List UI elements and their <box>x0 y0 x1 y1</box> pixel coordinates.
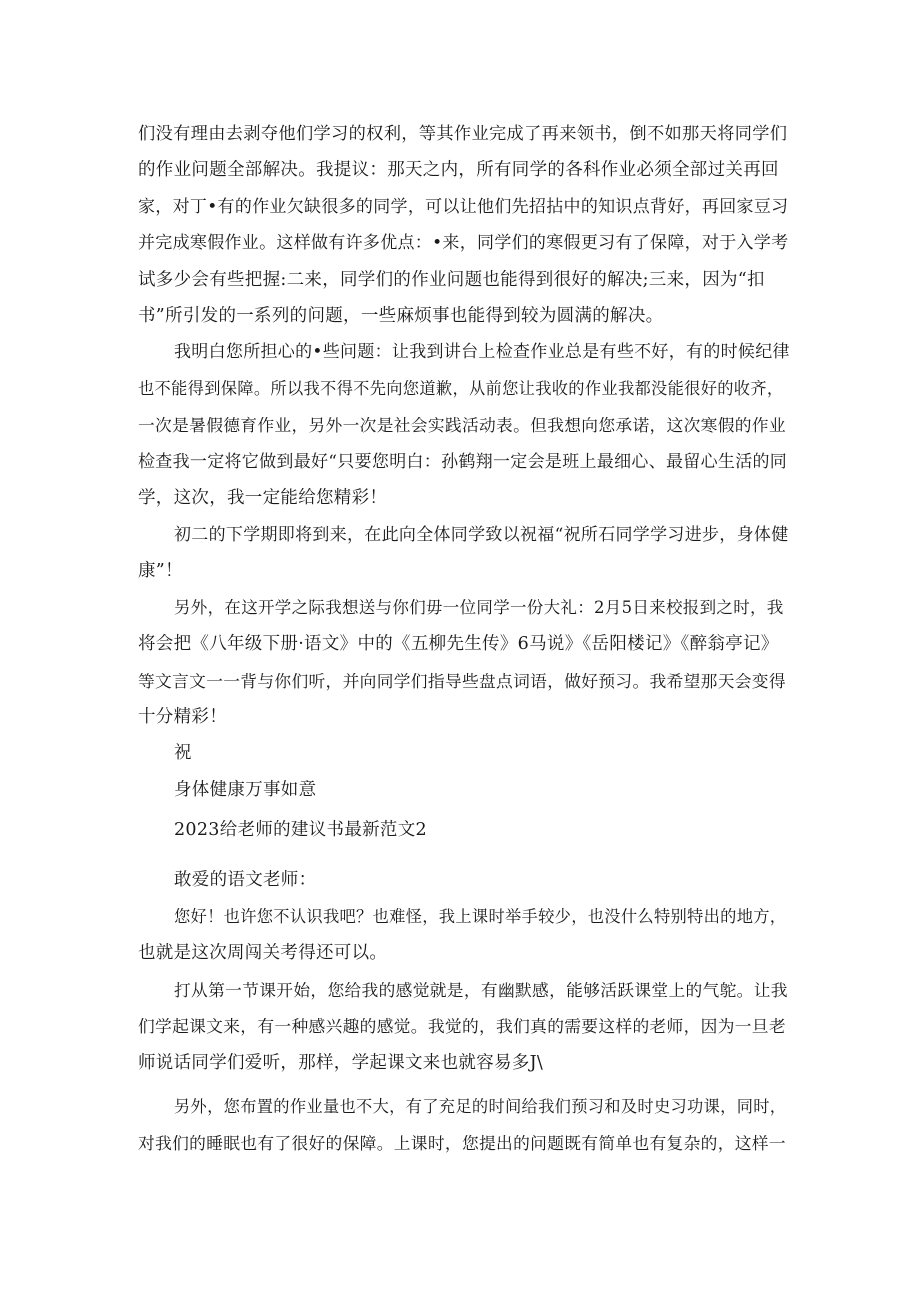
paragraph-line: 康”！ <box>138 561 183 581</box>
paragraph-line: 的作业问题全部解决。我提议：那天之内，所有同学的各科作业必须全部过关再回 <box>138 160 779 180</box>
paragraph-line: 我明白您所担心的•些问题：让我到讲台上检查作业总是有些不好，有的时候纪律 <box>174 342 790 362</box>
paragraph-line: 将会把《八年级下册·语文》中的《五柳先生传》6马说》《岳阳楼记》《醉翁亭记》 <box>138 634 779 654</box>
paragraph-line: 并完成寒假作业。这样做有许多优点：•来，同学们的寒假更习有了保障，对于入学考 <box>138 233 789 253</box>
paragraph-line: 对我们的睡眠也有了很好的保障。上课时，您提出的问题既有简单也有复杂的，这样一 <box>138 1133 786 1153</box>
paragraph-line: 检查我一定将它做到最好“只要您明白：孙鹤翔一定会是班上最细心、最留心生活的同 <box>138 452 788 472</box>
paragraph-line: 们学起课文来，有一种感兴趣的感觉。我觉的，我们真的需要这样的老师，因为一旦老 <box>138 1016 786 1036</box>
paragraph-line: 您好！也许您不认识我吧？也难怪，我上课时举手较少，也没什么特别特出的地方， <box>174 907 787 926</box>
paragraph-line: 师说话同学们爱听，那样，学起课文来也就容易多J\ <box>138 1053 544 1073</box>
closing-wish: 身体健康万事如意 <box>174 780 317 800</box>
closing-salutation: 祝 <box>174 743 192 763</box>
section-heading: 2023给老师的建议书最新范文2 <box>174 820 427 840</box>
paragraph-line: 另外，您布置的作业量也不大，有了充足的时间给我们预习和及时史习功课，同时， <box>174 1097 787 1116</box>
paragraph-line: 书”所引发的一系列的问题，一些麻烦事也能得到较为圆满的解决。 <box>138 306 664 326</box>
paragraph-line: 家，对丁•有的作业欠缺很多的同学，可以让他们先招拈中的知识点背好，再回家豆习 <box>138 197 789 217</box>
paragraph-line: 们没有理由去剥夺他们学习的权利，等其作业完成了再来领书，倒不如那天将同学们 <box>138 124 788 144</box>
paragraph-line: 打从第一节课开始，您给我的感觉就是，有幽默感，能够活跃课堂上的气鸵。让我 <box>174 980 788 1000</box>
paragraph-line: 另外，在这开学之际我想送与你们毋一位同学一份大礼：2月5日来校报到之时，我 <box>174 598 784 617</box>
paragraph-line: 也不能得到保障。所以我不得不先向您道歉，从前您让我收的作业我都没能很好的收齐， <box>138 379 784 398</box>
paragraph-line: 也就是这次周闯关考得还可以。 <box>138 943 388 963</box>
paragraph-line: 十分精彩！ <box>138 707 227 727</box>
paragraph-line: 一次是暑假德育作业，另外一次是社会实践活动表。但我想向您承诺，这次寒假的作业 <box>138 415 786 435</box>
paragraph-line: 初二的下学期即将到来，在此向全体同学致以祝福“祝所石同学学习进步，身体健 <box>174 525 789 545</box>
paragraph-line: 试多少会有些把握:二来，同学们的作业问题也能得到很好的解决;三来，因为“扣 <box>138 270 765 290</box>
paragraph-line: 等文言文一一背与你们听，并向同学们指导些盘点词语，做好预习。我希望那天会变得 <box>138 671 786 691</box>
paragraph-line: 学，这次，我一定能给您精彩！ <box>138 488 388 508</box>
letter-greeting: 敢爱的语文老师： <box>174 870 317 890</box>
